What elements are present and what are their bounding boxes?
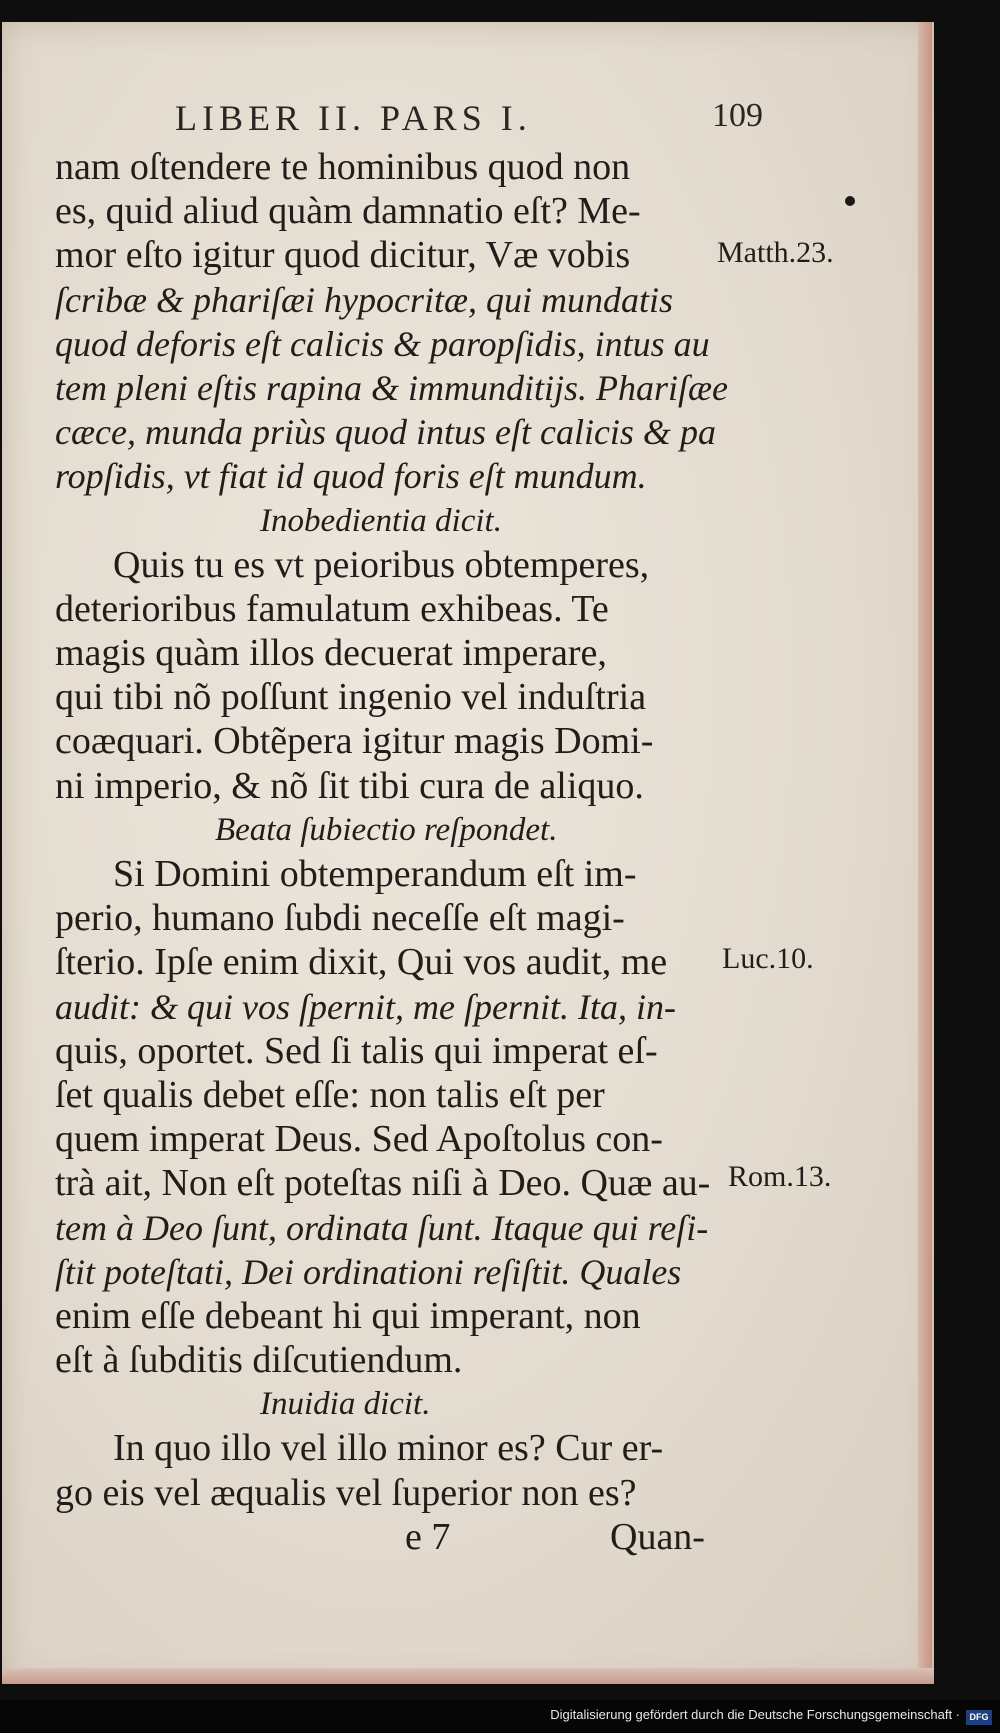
text-line: trà ait, Non eſt poteſtas niſi à Deo. Quæ au- — [55, 1162, 711, 1205]
text-line: enim eſſe debeant hi qui imperant, non — [55, 1294, 641, 1337]
text-line: ſcribæ & phariſæi hypocritæ, qui mundatis — [55, 279, 674, 320]
text-line: deterioribus famulatum exhibeas. Te — [55, 587, 609, 630]
text-line: magis quàm illos decuerat imperare, — [55, 632, 607, 675]
signature-line — [55, 1515, 725, 1559]
text-line: ſtit poteſtati, Dei ordinationi reſiſtit. Quales — [55, 1251, 682, 1292]
signature-mark: e 7 — [405, 1515, 451, 1558]
text-line: ni imperio, & nõ ſit tibi cura de aliquo. — [55, 764, 644, 807]
text-line: go eis vel æqualis vel ſuperior non es? — [55, 1471, 637, 1514]
text-line: nam oſtendere te hominibus quod non — [55, 146, 631, 188]
section-heading: Beata ſubiectio reſpondet. — [215, 811, 558, 848]
body-text — [55, 145, 728, 1559]
running-head: LIBER II. PARS I. — [175, 98, 532, 138]
page-number: 109 — [712, 97, 763, 134]
text-line: qui tibi nõ poſſunt ingenio vel induſtria — [55, 676, 647, 719]
text-line: quis, oportet. Sed ſi talis qui imperat eſ- — [55, 1029, 658, 1072]
margin-note-luc: Luc.10. — [722, 942, 814, 975]
section-heading: Inobedientia dicit. — [260, 502, 502, 539]
text-line: tem à Deo ſunt, ordinata ſunt. Itaque qui reſi- — [55, 1207, 709, 1248]
margin-note-matth: Matth.23. — [717, 236, 834, 269]
text-line: quod deforis eſt calicis & paropſidis, intus au — [55, 323, 710, 364]
page-bottom-edge — [2, 1668, 934, 1684]
text-line: ſet qualis debet eſſe: non talis eſt per — [55, 1073, 605, 1116]
text-line: tem pleni eſtis rapina & immunditijs. Phariſæe — [55, 367, 728, 408]
text-line: audit: & qui vos ſpernit, me ſpernit. Ita, in- — [55, 986, 676, 1027]
text-line: eſt à ſubditis diſcutiendum. — [55, 1339, 463, 1382]
margin-note-rom: Rom.13. — [728, 1160, 832, 1193]
text-line: perio, humano ſubdi neceſſe eſt magi- — [55, 897, 625, 940]
text-line: cæce, munda priùs quod intus eſt calicis & pa — [55, 412, 716, 453]
text-line: es, quid aliud quàm damnatio eſt? Me- — [55, 190, 641, 233]
section-heading: Inuidia dicit. — [260, 1386, 431, 1423]
text-line: mor eſto igitur quod dicitur, Væ vobis — [55, 234, 631, 277]
dfg-logo: DFG — [966, 1710, 992, 1725]
text-line: Si Domini obtemperandum eſt im- — [113, 853, 637, 895]
text-line: In quo illo vel illo minor es? Cur er- — [113, 1427, 664, 1470]
text-line: quem imperat Deus. Sed Apoſtolus con- — [55, 1118, 663, 1161]
text-line: ropſidis, vt fiat id quod foris eſt mundum. — [55, 456, 647, 497]
text-line: coæquari. Obtẽpera igitur magis Domi- — [55, 720, 654, 763]
text-line: Quis tu es vt peioribus obtemperes, — [113, 543, 650, 586]
digitization-credit: Digitalisierung gefördert durch die Deutsche Forschungsgemeinschaft · — [550, 1707, 960, 1722]
text-line: ſterio. Ipſe enim dixit, Qui vos audit, me — [55, 941, 668, 984]
catchword: Quan- — [610, 1515, 705, 1558]
ink-dot — [845, 196, 855, 206]
page-edge — [918, 22, 932, 1684]
